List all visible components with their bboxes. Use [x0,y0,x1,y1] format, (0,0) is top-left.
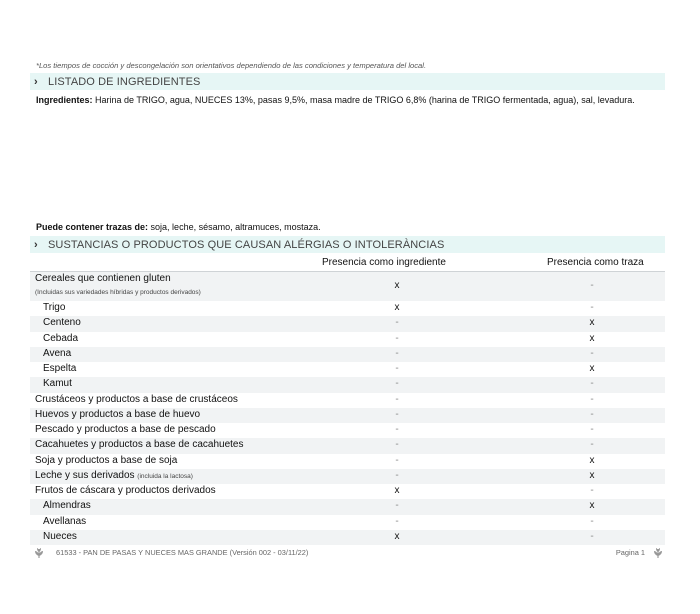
ingredient-presence: x [394,485,400,496]
trace-presence: x [589,454,595,466]
section-title-allergens: SUSTANCIAS O PRODUCTOS QUE CAUSAN ALÉRGIAS O INTOLERÀNCIAS [48,238,445,251]
page-footer [30,544,665,562]
allergen-name: Huevos y productos a base de huevo [35,408,201,420]
table-row [30,347,665,362]
ingredient-presence: - [395,469,399,481]
table-row [30,438,665,453]
ingredient-presence: - [395,363,399,374]
allergen-inline-note: (incluida la lactosa) [137,472,193,480]
trace-presence: - [590,424,594,435]
section-title-ingredients: LISTADO DE INGREDIENTES [48,75,201,88]
allergen-name: Crustáceos y productos a base de crustáceos [35,393,238,405]
table-row [30,515,665,530]
table-row [30,377,665,392]
chevron-right-icon: › [34,238,38,251]
allergen-name: Espelta [43,363,77,374]
allergen-name: Pescado y productos a base de pescado [35,424,216,435]
footnote-cooking-times: *Los tiempos de cocción y descongelación son orientativos dependiendo de las condiciones y temperatura del local. [36,61,427,70]
ingredient-presence: - [395,439,399,451]
footer-document-id: 61533 - PAN DE PASAS Y NUECES MAS GRANDE (Versión 002 - 03/11/22) [56,548,309,557]
allergen-note: (Incluidas sus variedades híbridas y productos derivados) [35,289,201,296]
ingredients-list: Harina de TRIGO, agua, NUECES 13%, pasas 9,5%, masa madre de TRIGO 6,8% (harina de TRIGO fermentada, agua), sal, levadura. [92,95,635,105]
allergen-name: Cebada [43,332,79,344]
ingredients-label: Ingredientes: [36,95,93,105]
ingredient-presence: - [395,347,399,359]
column-header-trace: Presencia como traza [547,257,644,268]
allergen-name: Avena [43,347,72,359]
allergen-name: Avellanas [43,515,87,527]
trace-presence: - [590,347,594,359]
ingredient-presence: - [395,500,399,512]
section-header-ingredients [30,73,665,90]
footer-page-number: Pagina 1 [615,548,645,557]
trace-presence: - [590,280,594,291]
trace-presence: x [589,332,595,344]
table-row [30,423,665,438]
table-row [30,484,665,499]
ingredient-presence: - [395,454,399,466]
trace-presence: - [590,515,594,527]
trace-presence: x [589,317,595,329]
ingredient-presence: - [395,317,399,329]
section-header-allergens [30,236,665,253]
table-row [30,301,665,316]
trace-presence: - [590,393,594,405]
ingredient-presence: - [395,393,399,405]
traces-label: Puede contener trazas de: [36,222,149,232]
ingredient-presence: - [395,332,399,344]
wheat-icon [32,545,46,559]
allergen-name: Centeno [43,317,81,329]
column-header-ingredient: Presencia como ingrediente [322,257,446,268]
table-row [30,362,665,377]
allergen-name: Kamut [43,378,72,390]
ingredient-presence: - [395,515,399,527]
allergen-name: Nueces [43,530,77,542]
ingredient-presence: x [394,302,400,313]
trace-presence: x [589,500,595,512]
table-row [30,408,665,423]
ingredient-presence: x [394,530,400,542]
table-row [30,316,665,331]
trace-presence: - [590,485,594,496]
table-row [30,393,665,408]
trace-presence: - [590,408,594,420]
allergen-name: Leche y sus derivados [35,469,135,481]
allergen-name: Cacahuetes y productos a base de cacahuetes [35,439,244,451]
ingredients-text [36,95,676,105]
table-row [30,469,665,484]
traces-text [36,222,321,232]
allergen-name: Soja y productos a base de soja [35,454,178,466]
table-row [30,454,665,469]
table-row [30,499,665,514]
traces-list: soja, leche, sésamo, altramuces, mostaza. [148,222,321,232]
table-row [30,272,665,301]
allergen-name: Frutos de cáscara y productos derivados [35,485,216,496]
trace-presence: - [590,439,594,451]
trace-presence: x [589,363,595,374]
allergen-name: Almendras [43,500,91,512]
allergen-table-header [30,257,665,271]
table-row [30,530,665,545]
allergen-name: Trigo [43,302,66,313]
ingredient-presence: - [395,424,399,435]
allergen-table [30,272,665,545]
ingredient-presence: x [394,280,400,291]
trace-presence: - [590,378,594,390]
ingredient-presence: - [395,408,399,420]
trace-presence: x [589,469,595,481]
table-row [30,332,665,347]
allergen-name: Cereales que contienen gluten [35,273,171,284]
wheat-icon [651,545,665,559]
trace-presence: - [590,530,594,542]
ingredient-presence: - [395,378,399,390]
trace-presence: - [590,302,594,313]
allergen-name-wrap [35,470,193,481]
chevron-right-icon: › [34,75,38,88]
